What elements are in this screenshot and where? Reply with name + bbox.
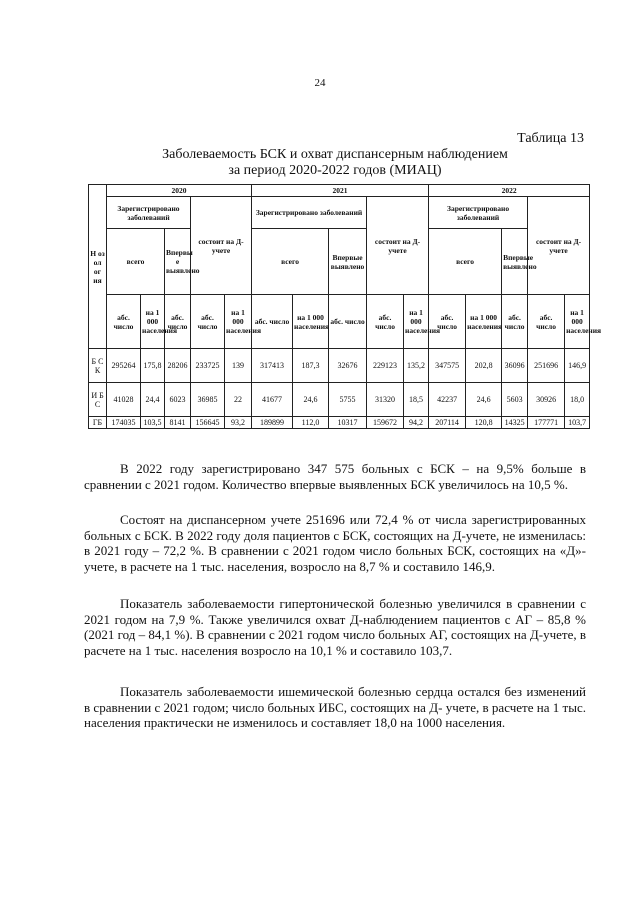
cell: 28206 (165, 349, 191, 383)
cell: 175,8 (141, 349, 165, 383)
cell: 295264 (107, 349, 141, 383)
cell: 18,0 (565, 383, 590, 417)
cell: 18,5 (404, 383, 429, 417)
cell: 139 (225, 349, 252, 383)
cell: 41028 (107, 383, 141, 417)
cell: 202,8 (466, 349, 502, 383)
cell: 174035 (107, 417, 141, 429)
cell: 10317 (329, 417, 367, 429)
cell: 36985 (191, 383, 225, 417)
total-2021: всего (252, 229, 329, 295)
first-2021: Впервые выявлено (329, 229, 367, 295)
cell: 207114 (429, 417, 466, 429)
abs-header: абс. число (107, 295, 141, 349)
table-label: Таблица 13 (517, 131, 584, 146)
cell: 317413 (252, 349, 293, 383)
first-2020: Впервы е выявлено (165, 229, 191, 295)
row-name: Б С К (89, 349, 107, 383)
total-2020: всего (107, 229, 165, 295)
table-row (89, 349, 590, 383)
registered-2022: Зарегистрировано заболеваний (429, 197, 528, 229)
cell: 32676 (329, 349, 367, 383)
cell: 22 (225, 383, 252, 417)
cell: 30926 (528, 383, 565, 417)
on-record-2020: состоит на Д-учете (191, 197, 252, 295)
abs-header: абс. число (252, 295, 293, 349)
year-2021: 2021 (252, 185, 429, 197)
table-row (89, 383, 590, 417)
paragraph-1: В 2022 году зарегистрировано 347 575 больных с БСК – на 9,5% больше в сравнении с 2021 годом. Количество впервые выявленных БСК увеличилось на 10,5 %. (84, 461, 586, 492)
paragraph-4: Показатель заболеваемости ишемической болезнью сердца остался без изменений в сравнении с 2021 годом; число больных ИБС, состоящих на Д- учете, в расчете на 1 тыс. населения практически не изменилось и составляет 18,0 на 1000 населения. (84, 684, 586, 730)
cell: 41677 (252, 383, 293, 417)
cell: 103,7 (565, 417, 590, 429)
year-2020: 2020 (107, 185, 252, 197)
cell: 24,4 (141, 383, 165, 417)
cell: 103,5 (141, 417, 165, 429)
table-row (89, 417, 590, 429)
registered-2021: Зарегистрировано заболеваний (252, 197, 367, 229)
on-record-2021: состоит на Д-учете (367, 197, 429, 295)
abs-header: абс. число (165, 295, 191, 349)
table-title (60, 147, 610, 179)
per-1000-header: на 1 000 населения (404, 295, 429, 349)
cell: 8141 (165, 417, 191, 429)
cell: 233725 (191, 349, 225, 383)
row-name: ГБ (89, 417, 107, 429)
registered-2020: Зарегистрировано заболеваний (107, 197, 191, 229)
total-2022: всего (429, 229, 502, 295)
paragraph-2: Состоят на диспансерном учете 251696 или 72,4 % от числа зарегистрированных больных с БСК. В 2022 году доля пациентов с БСК, состоящих на Д-учете, не изменилась: в 2021 году – 72,2 %. В сравнении с 2021 годом число больных БСК, состоящих на «Д»-учете, в расчете на 1 тыс. населения, возросло на 8,7 % и составило 146,9. (84, 512, 586, 574)
per-1000-header: на 1 000 населения (565, 295, 590, 349)
per-1000-header: на 1 000 населения (293, 295, 329, 349)
cell: 36096 (502, 349, 528, 383)
abs-header: абс. число (429, 295, 466, 349)
abs-header: абс. число (528, 295, 565, 349)
cell: 120,8 (466, 417, 502, 429)
row-name: И Б С (89, 383, 107, 417)
paragraph-3: Показатель заболеваемости гипертонической болезнью увеличился в сравнении с 2021 годом на 7,9 %. Также увеличился охват Д-наблюдением пациентов с АГ – 85,8 % (2021 год – 84,1 %). В сравнении с 2021 годом число больных АГ, состоящих на Д-учете, в расчете на 1 тыс. населения возросло на 10,1 % и составило 103,7. (84, 596, 586, 658)
cell: 251696 (528, 349, 565, 383)
cell: 14325 (502, 417, 528, 429)
title-line-2: за период 2020-2022 годов (МИАЦ) (228, 163, 442, 178)
page-number: 24 (314, 77, 326, 89)
cell: 347575 (429, 349, 466, 383)
abs-header: абс. число (329, 295, 367, 349)
cell: 146,9 (565, 349, 590, 383)
on-record-2022: состоит на Д-учете (528, 197, 590, 295)
morbidity-table (88, 184, 602, 429)
cell: 42237 (429, 383, 466, 417)
nozology-header: Н оз ол ог ия (89, 185, 107, 349)
abs-header: абс. число (191, 295, 225, 349)
per-1000-header: на 1 000 населения (466, 295, 502, 349)
year-2022: 2022 (429, 185, 590, 197)
abs-header: абс. число (502, 295, 528, 349)
first-2022: Впервые выявлено (502, 229, 528, 295)
cell: 93,2 (225, 417, 252, 429)
cell: 5603 (502, 383, 528, 417)
cell: 24,6 (466, 383, 502, 417)
cell: 5755 (329, 383, 367, 417)
per-1000-header: на 1 000 населения (141, 295, 165, 349)
cell: 24,6 (293, 383, 329, 417)
cell: 135,2 (404, 349, 429, 383)
cell: 31320 (367, 383, 404, 417)
cell: 187,3 (293, 349, 329, 383)
cell: 6023 (165, 383, 191, 417)
cell: 112,0 (293, 417, 329, 429)
abs-header: абс. число (367, 295, 404, 349)
cell: 229123 (367, 349, 404, 383)
cell: 177771 (528, 417, 565, 429)
cell: 159672 (367, 417, 404, 429)
cell: 94,2 (404, 417, 429, 429)
per-1000-header: на 1 000 населения (225, 295, 252, 349)
title-line-1: Заболеваемость БСК и охват диспансерным наблюдением (162, 147, 508, 162)
cell: 156645 (191, 417, 225, 429)
cell: 189899 (252, 417, 293, 429)
